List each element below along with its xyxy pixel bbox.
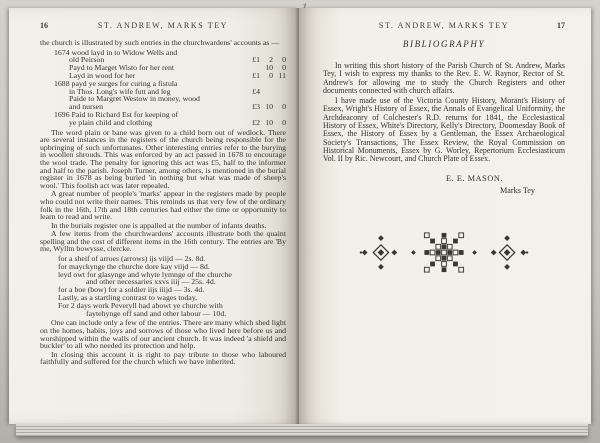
left-running-title: ST. ANDREW, MARKS TEY — [97, 21, 229, 30]
paragraph: A few items from the churchwardens' accounts illustrate both the quaint spelling and the cost of different items in the 16th century. The entries are 'By me, Wyllm bowysse, clercke. — [40, 229, 286, 254]
entry-line: and other necessaries xxvs iiij — 25s. 4d. — [86, 277, 216, 287]
right-page-number: 17 — [557, 21, 565, 30]
old-spelling-entries — [58, 255, 286, 317]
entry-line: faytehynge off sand and other labour — 10d. — [86, 308, 227, 318]
paragraph: One can include only a few of the entries. There are many which shed light on the homes, habits, joys and sorrows of those who lived here before us and worshipped within the walls of our ancient church. It was indeed 'a shield and buckler' to all who needed its protection and help. — [40, 318, 286, 351]
account-amount: £1 0 11 — [252, 70, 286, 80]
paragraph: In the burials register one is appalled at the number of infants deaths. — [51, 220, 267, 230]
account-line: 1674 wood layd in to Widow Wells and — [54, 49, 286, 57]
entry-line: For 2 days work Peveryll had abowt ye churche with — [58, 300, 223, 310]
right-page-body — [323, 62, 565, 164]
account-line: and nursen £3 10 0 — [69, 102, 286, 112]
entry-line: Lastly, as a startling contrast to wages today, — [58, 293, 198, 303]
account-amount: 10 0 — [265, 63, 286, 73]
entry-line: for mayckynge the churche dore kay viijd — 8d. — [58, 261, 210, 271]
printer-ornament — [358, 219, 530, 286]
account-amount — [243, 49, 286, 57]
account-amount: £1 2 0 — [252, 55, 286, 65]
author-signature — [323, 174, 565, 195]
author-place: Marks Tey — [500, 185, 535, 195]
right-page — [299, 8, 591, 424]
entry-line: for a boe (bow) for a soldier iijs iiijd — 3s. 4d. — [58, 285, 205, 295]
section-title: BIBLIOGRAPHY — [402, 39, 486, 49]
author-name: E. E. MASON. — [445, 173, 503, 183]
account-amount: £4 — [252, 86, 260, 96]
paragraph: The word plain or bane was given to a child born out of wedlock. There are several instances in the registers of the church being responsible for the upbringing of such unfortunates. Other interesting entries refer to the burying in woollen shrouds. This was enforced by an act passed in 1678 to encourage the wool trade. The penalty for ignoring this act was £5, half to the informer and half to the parish. Joseph Turner, among others, is mentioned in the burial register in 1678 as being buried 'in nothing but what was made of sheep's wool.' This foolish act was later repealed. — [40, 127, 286, 190]
account-line: in Thos. Long's wife futt and leg £4 — [54, 88, 286, 96]
account-amount: £2 10 0 — [252, 117, 286, 127]
account-line: Payd to Marget Wisto for her rent 10 0 — [69, 63, 286, 73]
account-amount — [243, 80, 286, 88]
left-page-body — [40, 39, 286, 366]
left-page-header — [40, 21, 286, 30]
account-line: 1696 Paid to Richard Est for keeping of — [54, 111, 286, 119]
account-line: Layd in wood for her £1 0 11 — [69, 70, 286, 80]
paragraph: In closing this account it is right to pay tribute to those who laboured faithfully and suffered for the church which we have inherited. — [40, 349, 286, 367]
intro-paragraph: the church is illustrated by such entries in the churchwardens' accounts as — — [40, 38, 280, 47]
left-page — [9, 8, 299, 424]
account-amount: £3 10 0 — [252, 102, 286, 112]
entry-line: for a sheif of arroes (arrows) ijs viijd — 2s. 8d. — [58, 254, 206, 264]
account-line: ye plain child and clothing £2 10 0 — [69, 117, 286, 127]
account-line: old Peirson £1 2 0 — [69, 55, 286, 65]
account-line: 1688 payd ye surges for curing a fistula — [54, 80, 286, 88]
left-page-number: 16 — [40, 21, 48, 30]
churchwardens-accounts-table — [54, 49, 286, 127]
right-page-header — [323, 21, 565, 30]
book-page-edges — [16, 424, 588, 436]
account-line: Paide to Margret Westow in money, wood — [54, 95, 286, 103]
right-running-title: ST. ANDREW, MARKS TEY — [378, 21, 510, 30]
entry-line: leyd owt for glasynge and whyte lymnge of the churche — [58, 269, 232, 279]
paragraph: A great number of people's 'marks' appear in the registers made by people who could not write their names. This reminds us that very few of the ordinary folk in the 16th, 17th and 18th centuries had either the time or opportunity to learn to read and write. — [40, 189, 286, 222]
paragraph: I have made use of the Victoria County History, Morant's History of Essex, Wright's History of Essex, the Annals of Evangelical Uniformity, the Archdeaconry of Colchester's R.D. returns for 1841, the Ecclesiastical History of Essex, White's Directory, Kelly's Directory, Doomesday Book of Essex, the History of Essex by a Gentleman, the Essex Archaeological Society's Transactions, The Essex Review, the Royal Commission on Historical Monuments, Essex by G. Worley, Repertorium Ecclesiasticum Vol. II by Ric. Newcourt, and Church Plate of Essex. — [323, 96, 565, 164]
paragraph: In writing this short history of the Parish Church of St. Andrew, Marks Tey, I wish to express my thanks to the Rev. E. W. Raynor, Rector of St. Andrew's for allowing me to study the Church Registers and other documents connected with church affairs. — [323, 61, 565, 95]
